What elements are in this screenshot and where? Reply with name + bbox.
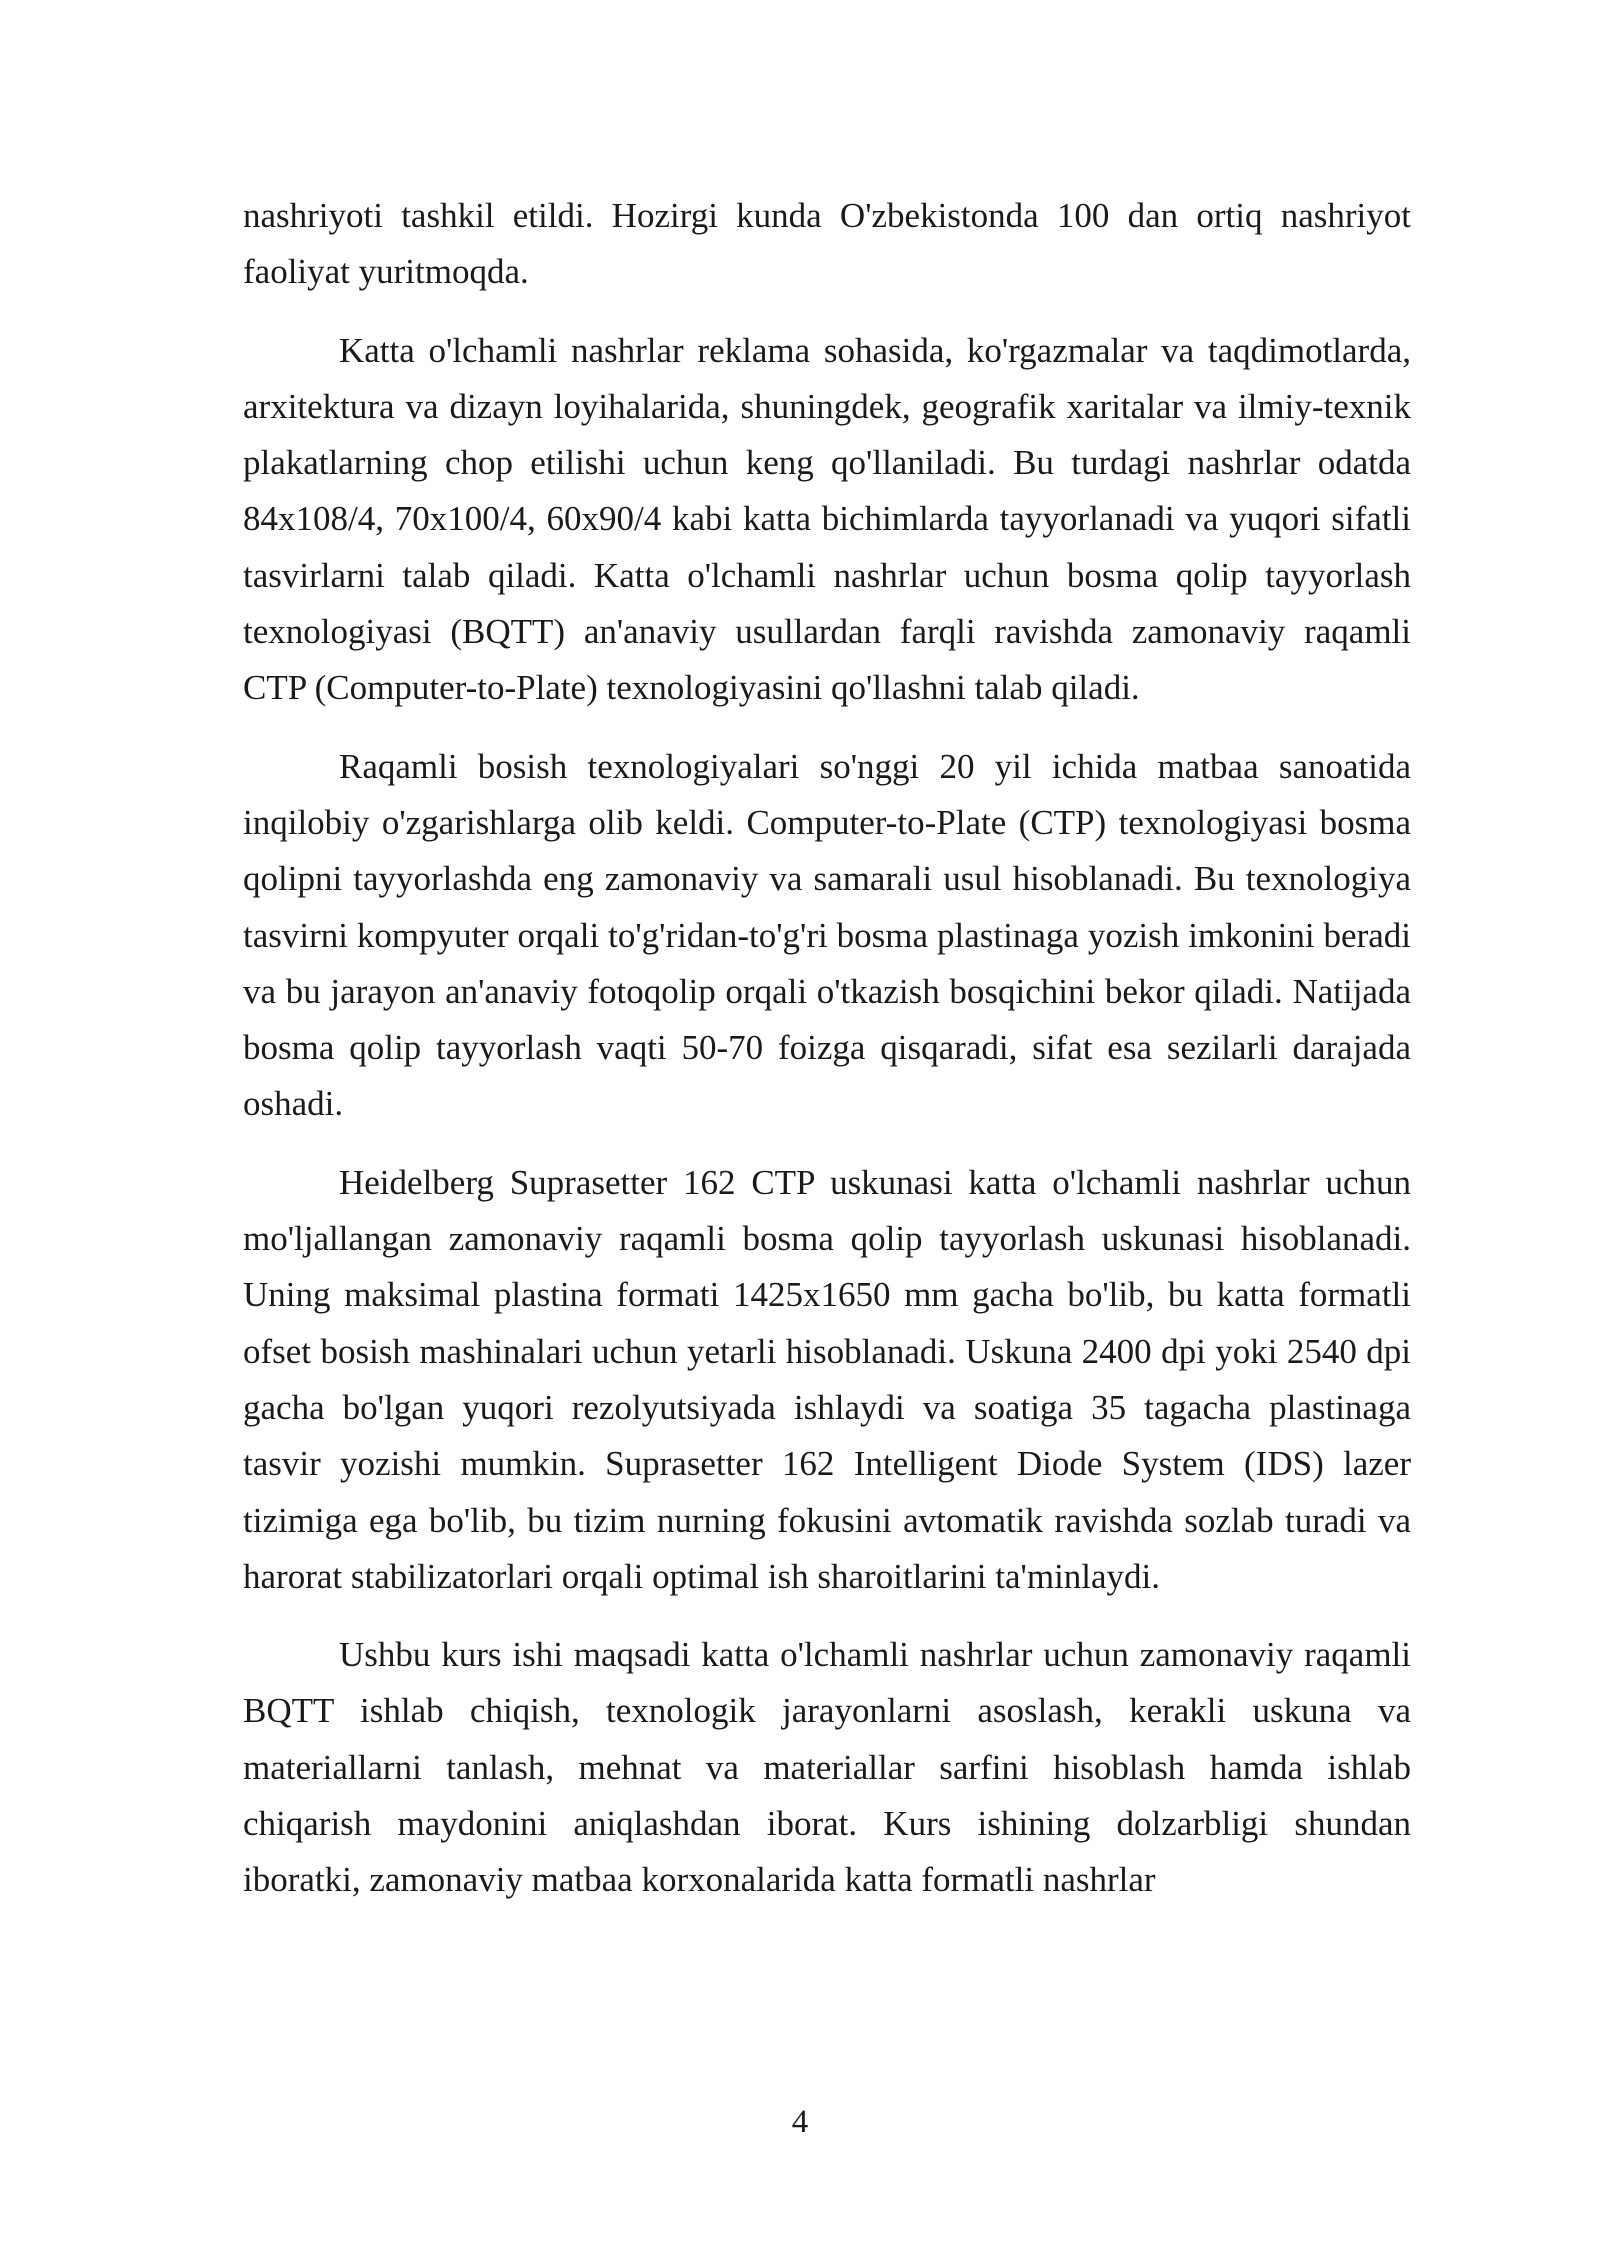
paragraph-continuation: nashriyoti tashkil etildi. Hozirgi kunda O'zbekistonda 100 dan ortiq nashriyot faoliyat yuritmoqda. — [243, 196, 1411, 292]
paragraph-suprasetter: Heidelberg Suprasetter 162 CTP uskunasi katta o'lchamli nashrlar uchun mo'ljallangan zamonaviy raqamli bosma qolip tayyorlash uskunasi hisoblanadi. Uning maksimal plastina formati 1425x1650 mm gacha bo'lib, bu katta formatli ofset bosish mashinalari uchun yetarli hisoblanadi. Uskuna 2400 dpi yoki 2540 dpi gacha bo'lgan yuqori rezolyutsiyada ishlaydi va soatiga 35 tagacha plastinaga tasvir yozishi mumkin. Suprasetter 162 Intelligent Diode System (IDS) lazer tizimiga ega bo'lib, bu tizim nurning fokusini avtomatik ravishda sozlab turadi va harorat stabilizatorlari orqali optimal ish sharoitlarini ta'minlaydi. — [243, 1162, 1411, 1596]
paragraph-digital-printing: Raqamli bosish texnologiyalari so'nggi 20 yil ichida matbaa sanoatida inqilobiy o'zgarishlarga olib keldi. Computer-to-Plate (CTP) texnologiyasi bosma qolipni tayyorlashda eng zamonaviy va samarali usul hisoblanadi. Bu texnologiya tasvirni kompyuter orqali to'g'ridan-to'g'ri bosma plastinaga yozish imkonini beradi va bu jarayon an'anaviy fotoqolip orqali o'tkazish bosqichini bekor qiladi. Natijada bosma qolip tayyorlash vaqti 50-70 foizga qisqaradi, sifat esa sezilarli darajada oshadi. — [243, 746, 1411, 1124]
paragraph-large-format-prints: Katta o'lchamli nashrlar reklama sohasida, ko'rgazmalar va taqdimotlarda, arxitektura va dizayn loyihalarida, shuningdek, geografik xaritalar va ilmiy-texnik plakatlarning chop etilishi uchun keng qo'llaniladi. Bu turdagi nashrlar odatda 84x108/4, 70x100/4, 60x90/4 kabi katta bichimlarda tayyorlanadi va yuqori sifatli tasvirlarni talab qiladi. Katta o'lchamli nashrlar uchun bosma qolip tayyorlash texnologiyasi (BQTT) an'anaviy usullardan farqli ravishda zamonaviy raqamli CTP (Computer-to-Plate) texnologiyasini qo'llashni talab qiladi. — [243, 330, 1411, 708]
page-number: 4 — [791, 2104, 809, 2140]
paragraph-course-goal: Ushbu kurs ishi maqsadi katta o'lchamli nashrlar uchun zamonaviy raqamli BQTT ishlab chiqish, texnologik jarayonlarni asoslash, kerakli uskuna va materiallarni tanlash, mehnat va materiallar sarfini hisoblash hamda ishlab chiqarish maydonini aniqlashdan iborat. Kurs ishining dolzarbligi shundan iboratki, zamonaviy matbaa korxonalarida katta formatli nashrlar — [243, 1635, 1411, 1900]
body-text — [243, 188, 1411, 1931]
